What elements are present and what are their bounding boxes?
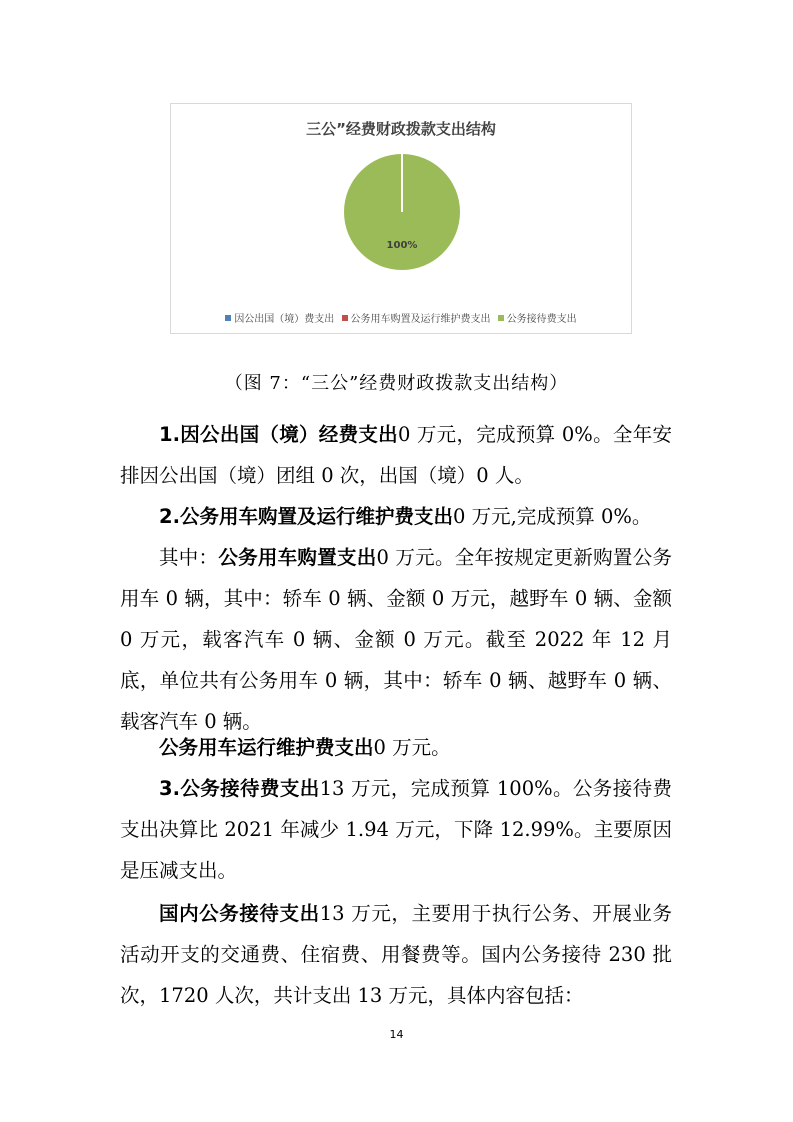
paragraph-vehicle-maintenance (120, 727, 672, 768)
text-overseas: 0 万元，完成预算 0%。全年安排因公出国（境）团组 0 次，出国（境）0 人。 (120, 423, 672, 487)
heading-vehicle: 2.公务用车购置及运行维护费支出 (159, 505, 453, 528)
chart-title: 三公”经费财政拨款支出结构 (306, 120, 496, 138)
paragraph-vehicle-purchase (120, 537, 672, 742)
heading-reception: 3.公务接待费支出 (159, 777, 320, 800)
paragraph-overseas (120, 414, 672, 496)
body-section-2 (120, 727, 672, 891)
body-section-3 (120, 893, 672, 1016)
text-reception: 13 万元，完成预算 100%。公务接待费支出决算比 2021 年减少 1.94 万元，下降 12.99%。主要原因是压减支出。 (120, 777, 672, 882)
legend-label-overseas: 因公出国（境）费支出 (234, 314, 335, 325)
prefix-vehicle-purchase: 其中： (159, 546, 219, 569)
paragraph-vehicle (120, 496, 672, 537)
paragraph-reception (120, 768, 672, 891)
body-section-1 (120, 414, 672, 742)
legend-item-overseas (225, 310, 334, 325)
legend-item-vehicle (342, 310, 491, 325)
data-label-reception: 100% (386, 239, 418, 251)
text-vehicle: 0 万元,完成预算 0%。 (452, 505, 652, 528)
legend-item-reception (498, 310, 577, 325)
legend-swatch-reception (498, 315, 504, 321)
page-number: 14 (389, 1028, 404, 1041)
figure-caption: （图 7：“三公”经费财政拨款支出结构） (224, 373, 569, 394)
legend-label-reception: 公务接待费支出 (506, 314, 577, 325)
heading-domestic-reception: 国内公务接待支出 (159, 902, 320, 925)
text-vehicle-purchase: 0 万元。全年按规定更新购置公务用车 0 辆，其中：轿车 0 辆、金额 0 万元，越野车 0 辆、金额 0 万元，载客汽车 0 辆、金额 0 万元。截至 2022 年 12 月底，单位共有公务用车 0 辆，其中：轿车 0 辆、越野车 0 辆、载客汽车 0 辆。 (120, 546, 672, 733)
heading-vehicle-purchase: 公务用车购置支出 (218, 546, 377, 569)
heading-overseas: 1.因公出国（境）经费支出 (159, 423, 398, 446)
pie-chart-container (170, 103, 632, 334)
legend-label-vehicle: 公务用车购置及运行维护费支出 (350, 314, 491, 325)
pie-chart (171, 104, 631, 333)
chart-legend (171, 310, 631, 325)
text-domestic-reception: 13 万元，主要用于执行公务、开展业务活动开支的交通费、住宿费、用餐费等。国内公务接待 230 批次，1720 人次，共计支出 13 万元，具体内容包括： (120, 902, 672, 1007)
heading-vehicle-maintenance: 公务用车运行维护费支出 (159, 736, 374, 759)
text-vehicle-maintenance: 0 万元。 (373, 736, 451, 759)
legend-swatch-overseas (225, 315, 231, 321)
paragraph-domestic-reception (120, 893, 672, 1016)
legend-swatch-vehicle (342, 315, 348, 321)
